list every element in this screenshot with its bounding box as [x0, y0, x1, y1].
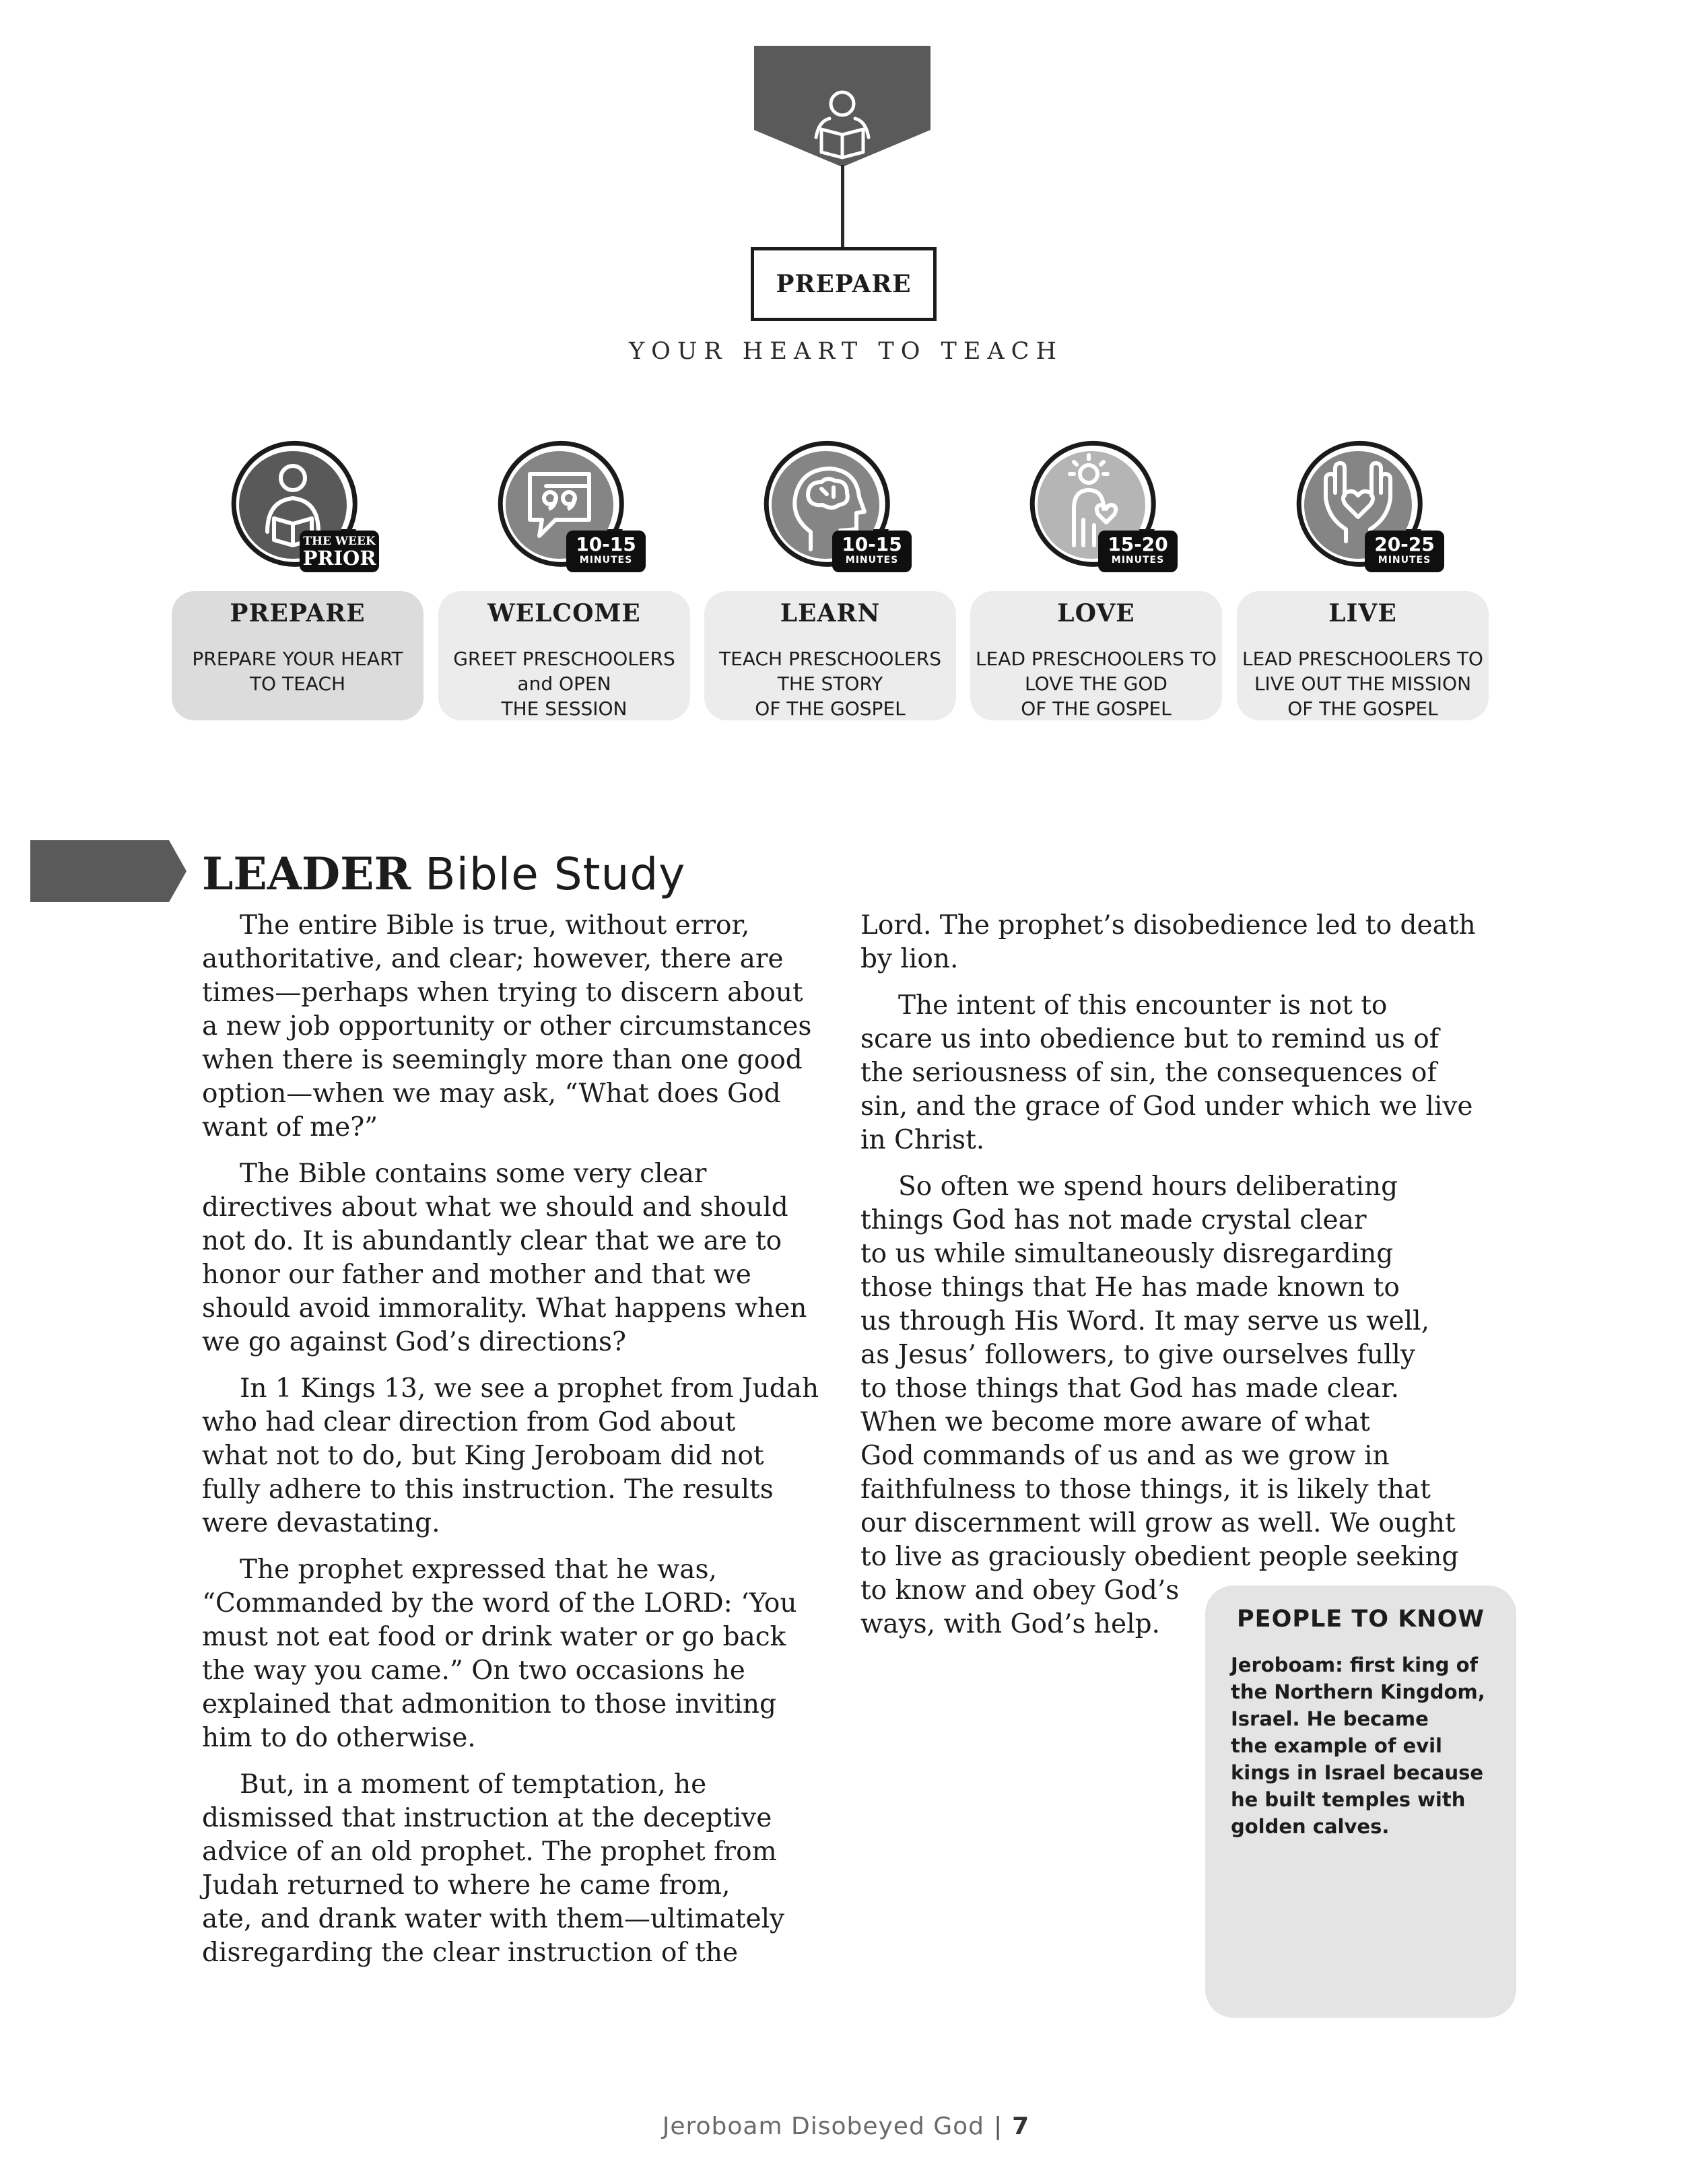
paragraph: In 1 Kings 13, we see a prophet from Judah who had clear direction from God about what not to do, but King Jeroboam did not fully adhere to this instruction. The results were devastating. — [202, 1373, 819, 1538]
step-description: PREPARE YOUR HEART TO TEACH — [192, 648, 403, 695]
header-subtitle: YOUR HEART TO TEACH — [629, 338, 1063, 365]
section-arrow — [30, 840, 187, 902]
paragraph: Lord. The prophet’s disobedience led to death by lion. — [860, 910, 1476, 974]
page-footer — [0, 2113, 1692, 2140]
paragraph: So often we spend hours deliberating things God has not made crystal clear to us while simultaneously disregarding those things that He has made known to us through His Word. It may serve us well, as Jesus’ followers, to give ourselves fully to those things that God has made clear. When we become more aware of what God commands of us and as we grow in faithfulness to those things, it is likely that our discernment will grow as well. We ought to live as graciously obedient people seeking to know and obey God’s ways, with God’s help. — [860, 1171, 1459, 1639]
step-card — [1237, 591, 1489, 720]
step-title: LIVE — [1328, 599, 1397, 627]
step-description: TEACH PRESCHOOLERS THE STORY OF THE GOSPEL — [719, 648, 941, 720]
study-column-left — [202, 909, 835, 1983]
time-badge: THE WEEK PRIOR — [300, 531, 379, 572]
step-card — [172, 591, 424, 720]
time-badge: 10-15 MINUTES — [832, 531, 912, 572]
sidebar-entry — [1231, 1651, 1500, 1840]
step-card — [704, 591, 956, 720]
sidebar-title: PEOPLE TO KNOW — [1237, 1606, 1485, 1633]
prepare-banner — [754, 46, 930, 167]
step-title: PREPARE — [230, 599, 366, 627]
paragraph: But, in a moment of temptation, he dismissed that instruction at the deceptive advice of an old prophet. The prophet from Judah returned to where he came from, ate, and drank water with them—ultimately disregarding the clear instruction of the — [202, 1769, 785, 1968]
step-prepare — [172, 431, 428, 720]
section-title — [202, 847, 685, 901]
study-column-right — [860, 909, 1503, 1654]
footer-separator: | — [994, 2113, 1003, 2140]
banner-connector — [841, 165, 844, 248]
step-love — [970, 431, 1226, 720]
people-to-know-sidebar — [1205, 1585, 1516, 2018]
prepare-label-box — [751, 247, 937, 321]
step-title: LEARN — [780, 599, 881, 627]
step-card — [970, 591, 1222, 720]
paragraph: The Bible contains some very clear directives about what we should and should not do. It is abundantly clear that we are to honor our father and mother and that we should avoid immorality. What happens when we go against God’s directions? — [202, 1159, 807, 1357]
page-number: 7 — [1012, 2113, 1030, 2140]
step-description: LEAD PRESCHOOLERS TO LOVE THE GOD OF THE GOSPEL — [976, 648, 1217, 720]
time-badge: 10-15 MINUTES — [566, 531, 646, 572]
sidebar-definition: first king of the Northern Kingdom, Israel. He became the example of evil kings in Israel because he built temples with golden calves. — [1231, 1653, 1485, 1838]
footer-title: Jeroboam Disobeyed God — [662, 2113, 985, 2140]
sidebar-term: Jeroboam: — [1231, 1653, 1343, 1676]
section-title-light: Bible Study — [425, 848, 686, 900]
step-description: GREET PRESCHOOLERS and OPEN THE SESSION — [453, 648, 675, 720]
step-welcome — [438, 431, 694, 720]
time-badge: 20-25 MINUTES — [1365, 531, 1444, 572]
prepare-label: PREPARE — [776, 270, 912, 298]
paragraph: The intent of this encounter is not to scare us into obedience but to remind us of the seriousness of sin, the consequences of sin, and the grace of God under which we live in Christ. — [860, 990, 1473, 1155]
step-title: WELCOME — [487, 599, 641, 627]
step-learn — [704, 431, 960, 720]
step-description: LEAD PRESCHOOLERS TO LIVE OUT THE MISSION OF THE GOSPEL — [1242, 648, 1483, 720]
step-title: LOVE — [1057, 599, 1135, 627]
section-title-bold: LEADER — [202, 848, 411, 900]
time-badge: 15-20 MINUTES — [1098, 531, 1178, 572]
step-card — [438, 591, 690, 720]
step-live — [1237, 431, 1493, 720]
paragraph: The entire Bible is true, without error, authoritative, and clear; however, there are times—perhaps when trying to discern about a new job opportunity or other circumstances when there is seemingly more than one good option—when we may ask, “What does God want of me?” — [202, 910, 812, 1142]
paragraph: The prophet expressed that he was, “Commanded by the word of the LORD: ‘You must not eat food or drink water or go back the way you came.” On two occasions he explained that admonition to those inviting him to do otherwise. — [202, 1555, 797, 1753]
